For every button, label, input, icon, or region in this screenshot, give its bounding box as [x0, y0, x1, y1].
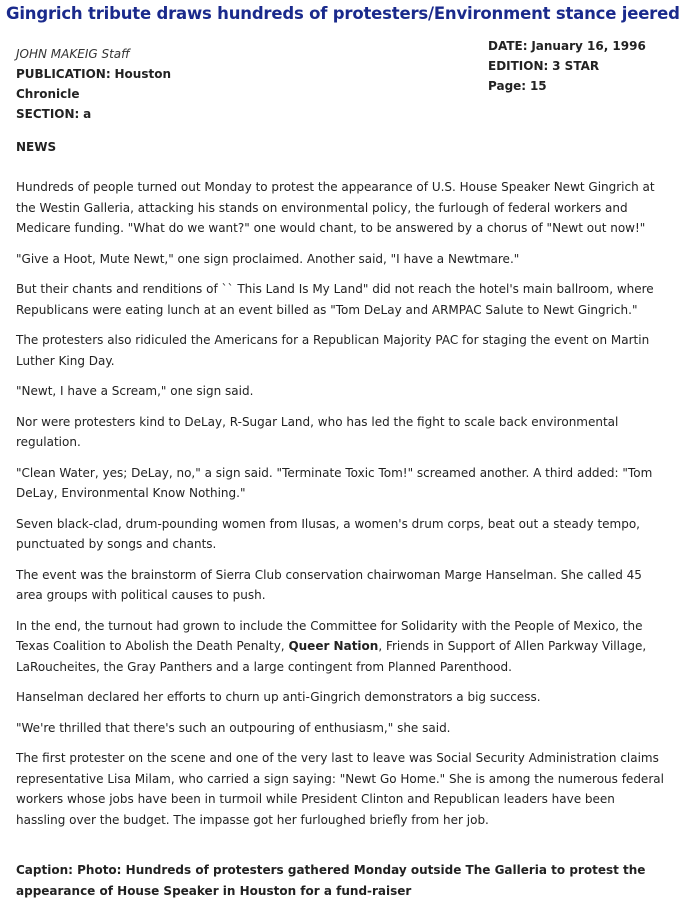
meta-right-block — [488, 36, 668, 96]
article-paragraph: "We're thrilled that there's such an outpouring of enthusiasm," she said. — [16, 720, 451, 735]
article-paragraph: The event was the brainstorm of Sierra Club conservation chairwoman Marge Hanselman. She called 45 area groups with political causes to push. — [16, 567, 642, 602]
photo-caption: Caption: Photo: Hundreds of protesters gathered Monday outside The Galleria to protest the appearance of House Speaker in Houston for a fund-raiser — [16, 863, 646, 898]
page-label: Page: — [488, 79, 527, 93]
page-value: 15 — [529, 79, 547, 93]
highlighted-term: Queer Nation — [288, 639, 379, 653]
article-paragraph: The first protester on the scene and one of the very last to leave was Social Security Administration claims representative Lisa Milam, who carried a sign saying: "Newt Go Home." She is among the numerous federal workers whose jobs have been in turmoil while President Clinton and Republican leaders have been hassling over the budget. The impasse got her furloughed briefly from her job. — [16, 751, 664, 827]
edition-line — [488, 56, 668, 76]
article-body — [16, 177, 666, 840]
article-paragraph: Hundreds of people turned out Monday to protest the appearance of U.S. House Speaker Newt Gingrich at the Westin Galleria, attacking his stands on environmental policy, the furlough of federal workers and Medicare funding. "What do we want?" one would chant, to be answered by a chorus of "Newt out now!" — [16, 180, 655, 235]
page-line — [488, 76, 668, 96]
edition-value: 3 STAR — [552, 59, 600, 73]
article-headline: Gingrich tribute draws hundreds of protesters/Environment stance jeered — [6, 4, 680, 23]
article-paragraph: Hanselman declared her efforts to churn up anti-Gingrich demonstrators a big success. — [16, 690, 541, 704]
section-heading: NEWS — [16, 140, 57, 154]
author-byline: JOHN MAKEIG Staff — [16, 47, 130, 61]
publication-value: Houston Chronicle — [16, 67, 171, 101]
article-paragraph-organizations — [16, 616, 666, 678]
article-paragraph: Seven black-clad, drum-pounding women from Ilusas, a women's drum corps, beat out a steady tempo, punctuated by songs and chants. — [16, 516, 640, 551]
publication-label: PUBLICATION: — [16, 67, 111, 81]
section-line — [16, 104, 196, 124]
publication-line — [16, 64, 196, 104]
article-paragraph: But their chants and renditions of `` This Land Is My Land" did not reach the hotel's main ballroom, where Republicans were eating lunch at an event billed as "Tom DeLay and ARMPAC Salute to Newt Gingrich." — [16, 282, 654, 317]
meta-left-block — [16, 44, 196, 124]
edition-label: EDITION: — [488, 59, 549, 73]
article-paragraph: The protesters also ridiculed the Americans for a Republican Majority PAC for staging the event on Martin Luther King Day. — [16, 333, 650, 368]
organizations-text-after: , Friends in Support of Allen Parkway Village, LaRoucheites, the Gray Panthers and a large contingent from Planned Parenthood. — [16, 639, 647, 674]
article-paragraph: "Give a Hoot, Mute Newt," one sign proclaimed. Another said, "I have a Newtmare." — [16, 251, 520, 266]
article-paragraph: "Newt, I have a Scream," one sign said. — [16, 384, 254, 398]
article-paragraph: "Clean Water, yes; DeLay, no," a sign said. "Terminate Toxic Tom!" screamed another. A third added: "Tom DeLay, Environmental Know Nothing." — [16, 465, 653, 500]
section-label: SECTION: — [16, 107, 80, 121]
date-line — [488, 36, 668, 56]
section-value: a — [83, 107, 92, 121]
date-value: January 16, 1996 — [531, 39, 646, 53]
date-label: DATE: — [488, 39, 528, 53]
organizations-text-before: In the end, the turnout had grown to include the Committee for Solidarity with the People of Mexico, the Texas Coalition to Abolish the Death Penalty, — [16, 618, 643, 653]
article-paragraph: Nor were protesters kind to DeLay, R-Sugar Land, who has led the fight to scale back environmental regulation. — [16, 414, 619, 449]
